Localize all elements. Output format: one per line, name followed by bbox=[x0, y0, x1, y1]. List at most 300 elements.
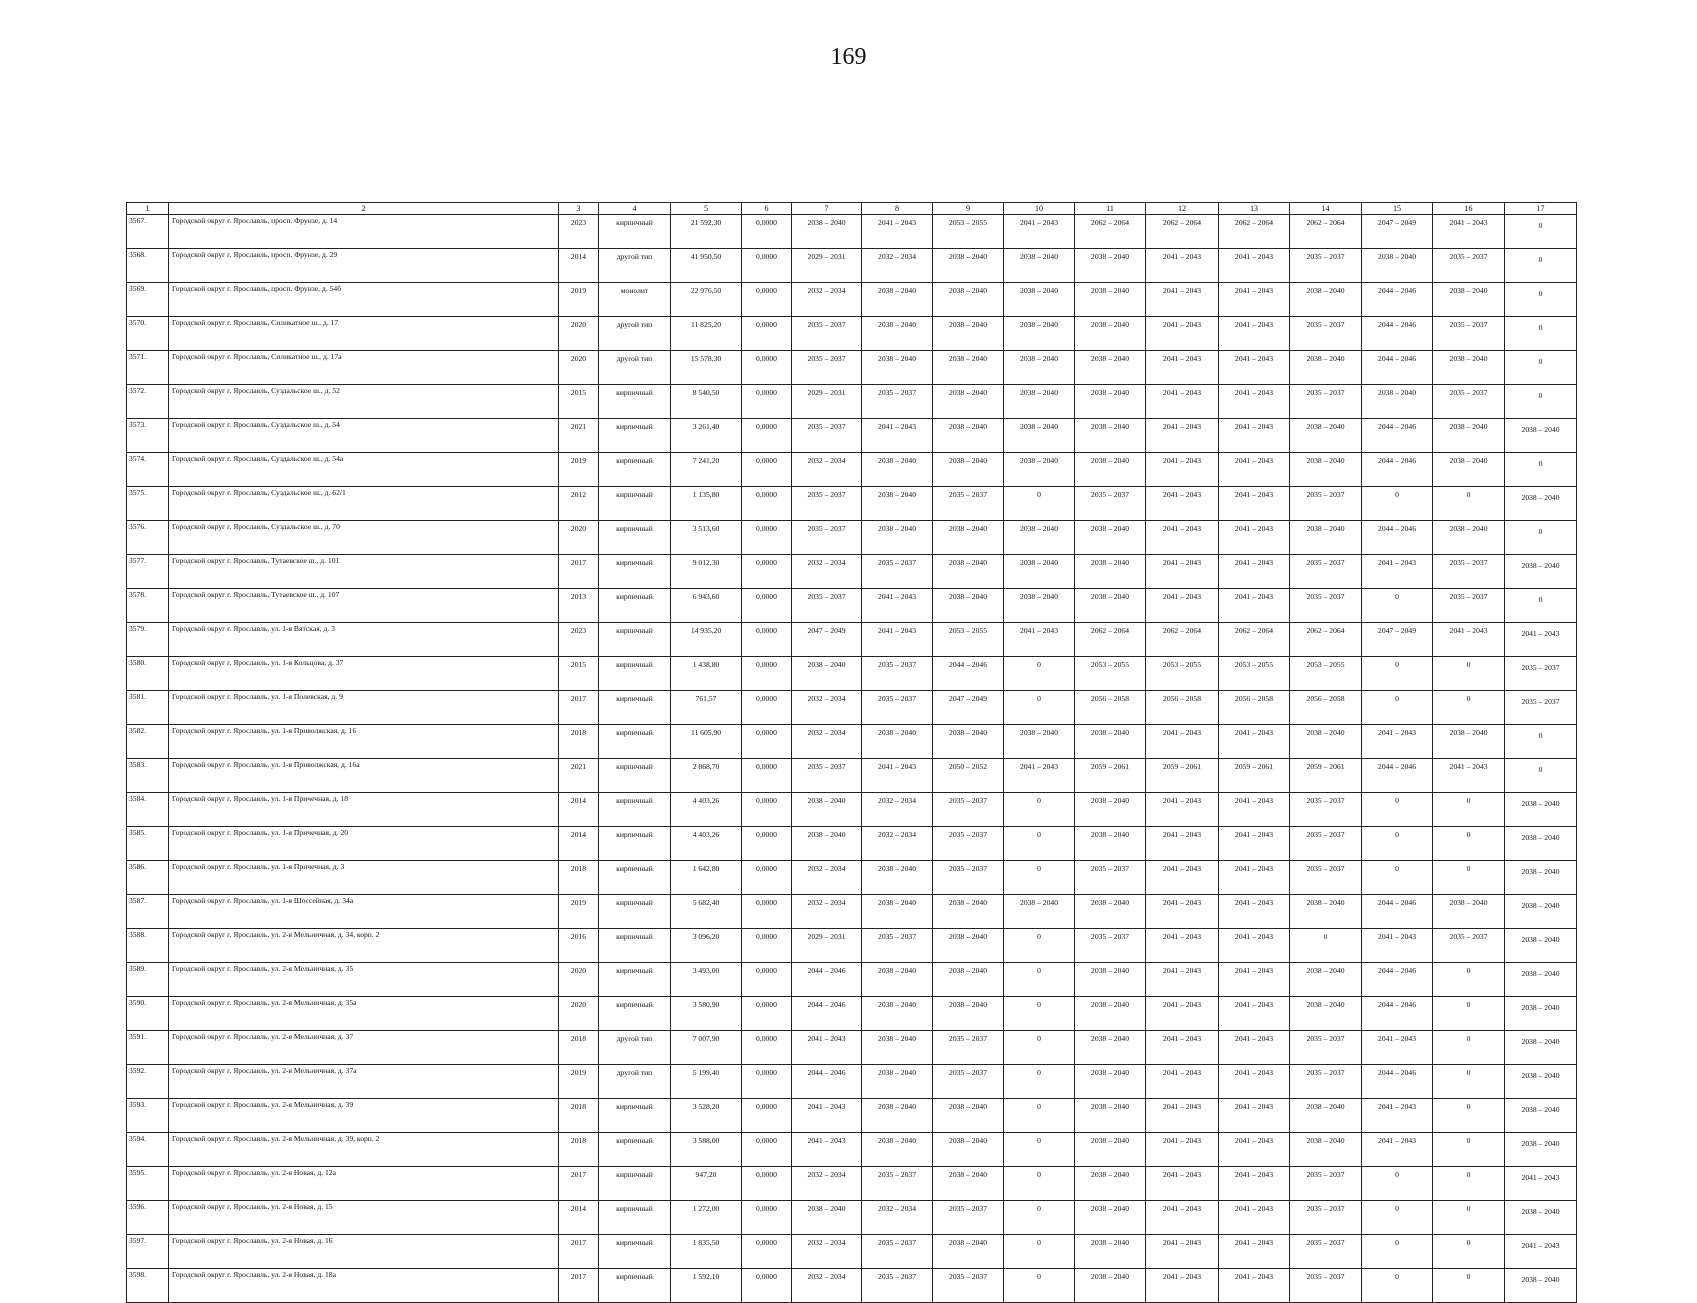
period-col-11-cell: 2038 – 2040 bbox=[1075, 1235, 1146, 1269]
rate-cell: 0,0000 bbox=[742, 997, 792, 1031]
period-col-17-cell: 2041 – 2043 bbox=[1505, 1167, 1577, 1201]
period-col-15-cell: 2038 – 2040 bbox=[1362, 249, 1433, 283]
rate-cell: 0,0000 bbox=[742, 249, 792, 283]
address-cell: Городской округ г. Ярославль, ул. 2-я Мельничная, д. 35а bbox=[169, 997, 559, 1031]
address-cell: Городской округ г. Ярославль, ул. 2-я Новая, д. 16 bbox=[169, 1235, 559, 1269]
wall-material-cell: другой тип bbox=[599, 249, 671, 283]
row-number-cell: 3570. bbox=[127, 317, 169, 351]
year-cell: 2014 bbox=[559, 1201, 599, 1235]
row-number-cell: 3591. bbox=[127, 1031, 169, 1065]
period-col-10-cell: 2038 – 2040 bbox=[1004, 419, 1075, 453]
period-col-14-cell: 2062 – 2064 bbox=[1290, 215, 1362, 249]
period-col-14-cell: 2035 – 2037 bbox=[1290, 1269, 1362, 1303]
period-col-8-cell: 2041 – 2043 bbox=[862, 215, 933, 249]
area-cell: 5 199,40 bbox=[671, 1065, 742, 1099]
period-col-7-cell: 2032 – 2034 bbox=[792, 691, 862, 725]
period-col-13-cell: 2041 – 2043 bbox=[1219, 317, 1290, 351]
rate-cell: 0,0000 bbox=[742, 793, 792, 827]
period-col-10-cell: 0 bbox=[1004, 1133, 1075, 1167]
period-col-10-cell: 2038 – 2040 bbox=[1004, 521, 1075, 555]
period-col-10-cell: 0 bbox=[1004, 861, 1075, 895]
period-col-11-cell: 2038 – 2040 bbox=[1075, 963, 1146, 997]
period-col-13-cell: 2041 – 2043 bbox=[1219, 793, 1290, 827]
row-number-cell: 3567. bbox=[127, 215, 169, 249]
area-cell: 3 588,00 bbox=[671, 1133, 742, 1167]
period-col-9-cell: 2038 – 2040 bbox=[933, 555, 1004, 589]
period-col-11-cell: 2038 – 2040 bbox=[1075, 351, 1146, 385]
row-number-cell: 3581. bbox=[127, 691, 169, 725]
period-col-12-cell: 2041 – 2043 bbox=[1146, 895, 1219, 929]
period-col-12-cell: 2041 – 2043 bbox=[1146, 487, 1219, 521]
address-cell: Городской округ г. Ярославль, ул. 2-я Мельничная, д. 35 bbox=[169, 963, 559, 997]
year-cell: 2023 bbox=[559, 623, 599, 657]
wall-material-cell: кирпичный bbox=[599, 623, 671, 657]
year-cell: 2020 bbox=[559, 963, 599, 997]
period-col-10-cell: 0 bbox=[1004, 691, 1075, 725]
period-col-15-cell: 2041 – 2043 bbox=[1362, 929, 1433, 963]
period-col-7-cell: 2038 – 2040 bbox=[792, 827, 862, 861]
period-col-17-cell: 2035 – 2037 bbox=[1505, 657, 1577, 691]
period-col-13-cell: 2062 – 2064 bbox=[1219, 215, 1290, 249]
period-col-17-cell: 0 bbox=[1505, 589, 1577, 623]
table-row bbox=[127, 1065, 1577, 1099]
period-col-14-cell: 2035 – 2037 bbox=[1290, 1201, 1362, 1235]
wall-material-cell: кирпичный bbox=[599, 419, 671, 453]
period-col-13-cell: 2041 – 2043 bbox=[1219, 385, 1290, 419]
period-col-10-cell: 0 bbox=[1004, 1031, 1075, 1065]
address-cell: Городской округ г. Ярославль, ул. 1-я Причечная, д. 18 bbox=[169, 793, 559, 827]
wall-material-cell: другой тип bbox=[599, 1031, 671, 1065]
period-col-14-cell: 2038 – 2040 bbox=[1290, 1099, 1362, 1133]
address-cell: Городской округ г. Ярославль, ул. 2-я Новая, д. 18а bbox=[169, 1269, 559, 1303]
year-cell: 2017 bbox=[559, 1235, 599, 1269]
period-col-9-cell: 2038 – 2040 bbox=[933, 1099, 1004, 1133]
period-col-16-cell: 0 bbox=[1433, 1099, 1505, 1133]
period-col-8-cell: 2038 – 2040 bbox=[862, 1065, 933, 1099]
rate-cell: 0,0000 bbox=[742, 963, 792, 997]
period-col-12-cell: 2041 – 2043 bbox=[1146, 419, 1219, 453]
period-col-16-cell: 2038 – 2040 bbox=[1433, 725, 1505, 759]
period-col-7-cell: 2032 – 2034 bbox=[792, 453, 862, 487]
row-number-cell: 3576. bbox=[127, 521, 169, 555]
row-number-cell: 3571. bbox=[127, 351, 169, 385]
wall-material-cell: кирпичный bbox=[599, 861, 671, 895]
period-col-13-cell: 2041 – 2043 bbox=[1219, 1201, 1290, 1235]
period-col-12-cell: 2041 – 2043 bbox=[1146, 1065, 1219, 1099]
period-col-8-cell: 2038 – 2040 bbox=[862, 453, 933, 487]
period-col-13-cell: 2062 – 2064 bbox=[1219, 623, 1290, 657]
period-col-10-cell: 2038 – 2040 bbox=[1004, 555, 1075, 589]
period-col-14-cell: 2056 – 2058 bbox=[1290, 691, 1362, 725]
period-col-16-cell: 0 bbox=[1433, 1269, 1505, 1303]
area-cell: 1 135,80 bbox=[671, 487, 742, 521]
year-cell: 2017 bbox=[559, 691, 599, 725]
column-number-header: 7 bbox=[792, 203, 862, 215]
wall-material-cell: кирпичный bbox=[599, 895, 671, 929]
area-cell: 8 540,50 bbox=[671, 385, 742, 419]
period-col-8-cell: 2035 – 2037 bbox=[862, 1269, 933, 1303]
period-col-9-cell: 2038 – 2040 bbox=[933, 1235, 1004, 1269]
wall-material-cell: кирпичный bbox=[599, 555, 671, 589]
rate-cell: 0,0000 bbox=[742, 759, 792, 793]
period-col-9-cell: 2035 – 2037 bbox=[933, 861, 1004, 895]
period-col-12-cell: 2053 – 2055 bbox=[1146, 657, 1219, 691]
address-cell: Городской округ г. Ярославль, Силикатное ш., д. 17 bbox=[169, 317, 559, 351]
period-col-15-cell: 2044 – 2046 bbox=[1362, 521, 1433, 555]
period-col-17-cell: 0 bbox=[1505, 725, 1577, 759]
period-col-7-cell: 2044 – 2046 bbox=[792, 997, 862, 1031]
period-col-8-cell: 2041 – 2043 bbox=[862, 589, 933, 623]
wall-material-cell: кирпичный bbox=[599, 997, 671, 1031]
wall-material-cell: кирпичный bbox=[599, 589, 671, 623]
period-col-17-cell: 2038 – 2040 bbox=[1505, 1065, 1577, 1099]
area-cell: 7 241,20 bbox=[671, 453, 742, 487]
period-col-16-cell: 2038 – 2040 bbox=[1433, 351, 1505, 385]
period-col-8-cell: 2038 – 2040 bbox=[862, 725, 933, 759]
period-col-13-cell: 2041 – 2043 bbox=[1219, 487, 1290, 521]
period-col-17-cell: 2038 – 2040 bbox=[1505, 997, 1577, 1031]
rate-cell: 0,0000 bbox=[742, 929, 792, 963]
rate-cell: 0,0000 bbox=[742, 861, 792, 895]
period-col-14-cell: 2035 – 2037 bbox=[1290, 793, 1362, 827]
period-col-7-cell: 2029 – 2031 bbox=[792, 385, 862, 419]
period-col-15-cell: 2038 – 2040 bbox=[1362, 385, 1433, 419]
table-row bbox=[127, 759, 1577, 793]
period-col-7-cell: 2041 – 2043 bbox=[792, 1099, 862, 1133]
address-cell: Городской округ г. Ярославль, ул. 1-я Причечная, д. 3 bbox=[169, 861, 559, 895]
wall-material-cell: кирпичный bbox=[599, 963, 671, 997]
period-col-14-cell: 2038 – 2040 bbox=[1290, 725, 1362, 759]
wall-material-cell: кирпичный bbox=[599, 793, 671, 827]
period-col-16-cell: 2035 – 2037 bbox=[1433, 317, 1505, 351]
rate-cell: 0,0000 bbox=[742, 453, 792, 487]
column-number-header: 6 bbox=[742, 203, 792, 215]
wall-material-cell: другой тип bbox=[599, 351, 671, 385]
table-row bbox=[127, 487, 1577, 521]
wall-material-cell: другой тип bbox=[599, 317, 671, 351]
rate-cell: 0,0000 bbox=[742, 725, 792, 759]
period-col-9-cell: 2038 – 2040 bbox=[933, 249, 1004, 283]
period-col-11-cell: 2038 – 2040 bbox=[1075, 1031, 1146, 1065]
rate-cell: 0,0000 bbox=[742, 555, 792, 589]
wall-material-cell: кирпичный bbox=[599, 487, 671, 521]
period-col-9-cell: 2035 – 2037 bbox=[933, 487, 1004, 521]
period-col-8-cell: 2038 – 2040 bbox=[862, 963, 933, 997]
period-col-10-cell: 2038 – 2040 bbox=[1004, 317, 1075, 351]
period-col-15-cell: 2041 – 2043 bbox=[1362, 1133, 1433, 1167]
period-col-9-cell: 2035 – 2037 bbox=[933, 1269, 1004, 1303]
period-col-9-cell: 2038 – 2040 bbox=[933, 453, 1004, 487]
period-col-14-cell: 2035 – 2037 bbox=[1290, 317, 1362, 351]
period-col-7-cell: 2032 – 2034 bbox=[792, 1269, 862, 1303]
period-col-11-cell: 2053 – 2055 bbox=[1075, 657, 1146, 691]
period-col-16-cell: 2035 – 2037 bbox=[1433, 249, 1505, 283]
period-col-16-cell: 2035 – 2037 bbox=[1433, 385, 1505, 419]
period-col-11-cell: 2035 – 2037 bbox=[1075, 861, 1146, 895]
area-cell: 4 403,26 bbox=[671, 827, 742, 861]
area-cell: 2 868,70 bbox=[671, 759, 742, 793]
period-col-7-cell: 2035 – 2037 bbox=[792, 759, 862, 793]
table-row bbox=[127, 929, 1577, 963]
period-col-16-cell: 0 bbox=[1433, 1133, 1505, 1167]
period-col-8-cell: 2035 – 2037 bbox=[862, 691, 933, 725]
period-col-9-cell: 2038 – 2040 bbox=[933, 419, 1004, 453]
table-row bbox=[127, 963, 1577, 997]
area-cell: 947,20 bbox=[671, 1167, 742, 1201]
period-col-9-cell: 2038 – 2040 bbox=[933, 385, 1004, 419]
address-cell: Городской округ г. Ярославль, Суздальское ш., д. 54 bbox=[169, 419, 559, 453]
period-col-8-cell: 2038 – 2040 bbox=[862, 351, 933, 385]
period-col-7-cell: 2032 – 2034 bbox=[792, 1235, 862, 1269]
period-col-9-cell: 2038 – 2040 bbox=[933, 1167, 1004, 1201]
period-col-13-cell: 2041 – 2043 bbox=[1219, 997, 1290, 1031]
rate-cell: 0,0000 bbox=[742, 351, 792, 385]
rate-cell: 0,0000 bbox=[742, 895, 792, 929]
period-col-10-cell: 2041 – 2043 bbox=[1004, 215, 1075, 249]
column-number-header: 8 bbox=[862, 203, 933, 215]
period-col-9-cell: 2038 – 2040 bbox=[933, 521, 1004, 555]
wall-material-cell: кирпичный bbox=[599, 453, 671, 487]
rate-cell: 0,0000 bbox=[742, 827, 792, 861]
address-cell: Городской округ г. Ярославль, ул. 1-я Приволжская, д. 16 bbox=[169, 725, 559, 759]
period-col-7-cell: 2047 – 2049 bbox=[792, 623, 862, 657]
period-col-16-cell: 0 bbox=[1433, 827, 1505, 861]
rate-cell: 0,0000 bbox=[742, 1269, 792, 1303]
rate-cell: 0,0000 bbox=[742, 1099, 792, 1133]
period-col-14-cell: 2035 – 2037 bbox=[1290, 1065, 1362, 1099]
period-col-16-cell: 0 bbox=[1433, 1167, 1505, 1201]
period-col-16-cell: 0 bbox=[1433, 1065, 1505, 1099]
row-number-cell: 3588. bbox=[127, 929, 169, 963]
period-col-11-cell: 2059 – 2061 bbox=[1075, 759, 1146, 793]
period-col-17-cell: 2038 – 2040 bbox=[1505, 1269, 1577, 1303]
rate-cell: 0,0000 bbox=[742, 487, 792, 521]
row-number-cell: 3577. bbox=[127, 555, 169, 589]
rate-cell: 0,0000 bbox=[742, 521, 792, 555]
wall-material-cell: кирпичный bbox=[599, 1099, 671, 1133]
year-cell: 2019 bbox=[559, 283, 599, 317]
period-col-11-cell: 2056 – 2058 bbox=[1075, 691, 1146, 725]
column-number-header: 12 bbox=[1146, 203, 1219, 215]
period-col-17-cell: 2038 – 2040 bbox=[1505, 419, 1577, 453]
period-col-11-cell: 2038 – 2040 bbox=[1075, 317, 1146, 351]
period-col-13-cell: 2056 – 2058 bbox=[1219, 691, 1290, 725]
period-col-11-cell: 2038 – 2040 bbox=[1075, 521, 1146, 555]
period-col-14-cell: 2038 – 2040 bbox=[1290, 283, 1362, 317]
period-col-13-cell: 2053 – 2055 bbox=[1219, 657, 1290, 691]
table-row bbox=[127, 657, 1577, 691]
period-col-7-cell: 2044 – 2046 bbox=[792, 1065, 862, 1099]
rate-cell: 0,0000 bbox=[742, 657, 792, 691]
period-col-10-cell: 2038 – 2040 bbox=[1004, 385, 1075, 419]
table-row bbox=[127, 1099, 1577, 1133]
period-col-15-cell: 0 bbox=[1362, 691, 1433, 725]
period-col-14-cell: 2038 – 2040 bbox=[1290, 453, 1362, 487]
period-col-10-cell: 0 bbox=[1004, 1235, 1075, 1269]
period-col-12-cell: 2041 – 2043 bbox=[1146, 1201, 1219, 1235]
period-col-12-cell: 2041 – 2043 bbox=[1146, 555, 1219, 589]
column-number-header: 14 bbox=[1290, 203, 1362, 215]
period-col-13-cell: 2041 – 2043 bbox=[1219, 861, 1290, 895]
period-col-12-cell: 2041 – 2043 bbox=[1146, 861, 1219, 895]
period-col-17-cell: 2038 – 2040 bbox=[1505, 963, 1577, 997]
period-col-10-cell: 2038 – 2040 bbox=[1004, 725, 1075, 759]
year-cell: 2017 bbox=[559, 1167, 599, 1201]
period-col-9-cell: 2038 – 2040 bbox=[933, 317, 1004, 351]
wall-material-cell: кирпичный bbox=[599, 1133, 671, 1167]
period-col-15-cell: 2047 – 2049 bbox=[1362, 215, 1433, 249]
period-col-10-cell: 0 bbox=[1004, 487, 1075, 521]
period-col-14-cell: 2062 – 2064 bbox=[1290, 623, 1362, 657]
row-number-cell: 3574. bbox=[127, 453, 169, 487]
period-col-9-cell: 2035 – 2037 bbox=[933, 827, 1004, 861]
period-col-10-cell: 0 bbox=[1004, 1167, 1075, 1201]
address-cell: Городской округ г. Ярославль, ул. 2-я Мельничная, д. 39 bbox=[169, 1099, 559, 1133]
address-cell: Городской округ г. Ярославль, просп. Фрунзе, д. 54б bbox=[169, 283, 559, 317]
period-col-15-cell: 2044 – 2046 bbox=[1362, 759, 1433, 793]
area-cell: 7 007,90 bbox=[671, 1031, 742, 1065]
period-col-17-cell: 0 bbox=[1505, 215, 1577, 249]
period-col-7-cell: 2035 – 2037 bbox=[792, 351, 862, 385]
period-col-11-cell: 2038 – 2040 bbox=[1075, 1099, 1146, 1133]
period-col-8-cell: 2035 – 2037 bbox=[862, 929, 933, 963]
period-col-15-cell: 2044 – 2046 bbox=[1362, 317, 1433, 351]
period-col-11-cell: 2038 – 2040 bbox=[1075, 997, 1146, 1031]
table-row bbox=[127, 555, 1577, 589]
period-col-12-cell: 2041 – 2043 bbox=[1146, 283, 1219, 317]
period-col-11-cell: 2035 – 2037 bbox=[1075, 487, 1146, 521]
table-row bbox=[127, 997, 1577, 1031]
period-col-9-cell: 2035 – 2037 bbox=[933, 1065, 1004, 1099]
period-col-17-cell: 0 bbox=[1505, 283, 1577, 317]
area-cell: 3 513,60 bbox=[671, 521, 742, 555]
wall-material-cell: кирпичный bbox=[599, 929, 671, 963]
period-col-17-cell: 2035 – 2037 bbox=[1505, 691, 1577, 725]
period-col-16-cell: 2038 – 2040 bbox=[1433, 521, 1505, 555]
rate-cell: 0,0000 bbox=[742, 691, 792, 725]
period-col-7-cell: 2035 – 2037 bbox=[792, 589, 862, 623]
area-cell: 1 835,50 bbox=[671, 1235, 742, 1269]
rate-cell: 0,0000 bbox=[742, 317, 792, 351]
period-col-11-cell: 2038 – 2040 bbox=[1075, 589, 1146, 623]
period-col-17-cell: 0 bbox=[1505, 317, 1577, 351]
period-col-12-cell: 2041 – 2043 bbox=[1146, 725, 1219, 759]
period-col-15-cell: 2041 – 2043 bbox=[1362, 555, 1433, 589]
period-col-13-cell: 2059 – 2061 bbox=[1219, 759, 1290, 793]
period-col-16-cell: 2035 – 2037 bbox=[1433, 929, 1505, 963]
period-col-17-cell: 0 bbox=[1505, 453, 1577, 487]
period-col-8-cell: 2032 – 2034 bbox=[862, 249, 933, 283]
period-col-12-cell: 2041 – 2043 bbox=[1146, 1133, 1219, 1167]
period-col-14-cell: 2035 – 2037 bbox=[1290, 249, 1362, 283]
year-cell: 2015 bbox=[559, 657, 599, 691]
period-col-16-cell: 0 bbox=[1433, 861, 1505, 895]
year-cell: 2016 bbox=[559, 929, 599, 963]
period-col-11-cell: 2035 – 2037 bbox=[1075, 929, 1146, 963]
address-cell: Городской округ г. Ярославль, ул. 2-я Мельничная, д. 34, корп. 2 bbox=[169, 929, 559, 963]
period-col-8-cell: 2038 – 2040 bbox=[862, 861, 933, 895]
period-col-16-cell: 2035 – 2037 bbox=[1433, 555, 1505, 589]
period-col-7-cell: 2044 – 2046 bbox=[792, 963, 862, 997]
period-col-15-cell: 2044 – 2046 bbox=[1362, 1065, 1433, 1099]
table-row bbox=[127, 317, 1577, 351]
period-col-16-cell: 0 bbox=[1433, 657, 1505, 691]
period-col-17-cell: 2038 – 2040 bbox=[1505, 827, 1577, 861]
row-number-cell: 3568. bbox=[127, 249, 169, 283]
period-col-17-cell: 0 bbox=[1505, 351, 1577, 385]
period-col-16-cell: 2041 – 2043 bbox=[1433, 759, 1505, 793]
period-col-17-cell: 2038 – 2040 bbox=[1505, 895, 1577, 929]
period-col-14-cell: 2038 – 2040 bbox=[1290, 997, 1362, 1031]
period-col-13-cell: 2041 – 2043 bbox=[1219, 963, 1290, 997]
wall-material-cell: кирпичный bbox=[599, 725, 671, 759]
period-col-8-cell: 2032 – 2034 bbox=[862, 827, 933, 861]
year-cell: 2020 bbox=[559, 351, 599, 385]
page-number: 169 bbox=[830, 44, 867, 70]
period-col-15-cell: 0 bbox=[1362, 827, 1433, 861]
period-col-8-cell: 2035 – 2037 bbox=[862, 555, 933, 589]
table-row bbox=[127, 521, 1577, 555]
period-col-16-cell: 2038 – 2040 bbox=[1433, 895, 1505, 929]
row-number-cell: 3586. bbox=[127, 861, 169, 895]
table-row bbox=[127, 419, 1577, 453]
table-row bbox=[127, 861, 1577, 895]
period-col-14-cell: 2038 – 2040 bbox=[1290, 419, 1362, 453]
table-row bbox=[127, 215, 1577, 249]
period-col-11-cell: 2038 – 2040 bbox=[1075, 453, 1146, 487]
wall-material-cell: кирпичный bbox=[599, 1201, 671, 1235]
period-col-9-cell: 2038 – 2040 bbox=[933, 725, 1004, 759]
period-col-7-cell: 2038 – 2040 bbox=[792, 793, 862, 827]
row-number-cell: 3597. bbox=[127, 1235, 169, 1269]
table-row bbox=[127, 1269, 1577, 1303]
area-cell: 3 096,20 bbox=[671, 929, 742, 963]
period-col-12-cell: 2041 – 2043 bbox=[1146, 351, 1219, 385]
period-col-15-cell: 2044 – 2046 bbox=[1362, 419, 1433, 453]
period-col-10-cell: 2038 – 2040 bbox=[1004, 283, 1075, 317]
period-col-12-cell: 2041 – 2043 bbox=[1146, 453, 1219, 487]
area-cell: 761,57 bbox=[671, 691, 742, 725]
period-col-15-cell: 2041 – 2043 bbox=[1362, 725, 1433, 759]
year-cell: 2023 bbox=[559, 215, 599, 249]
period-col-13-cell: 2041 – 2043 bbox=[1219, 1065, 1290, 1099]
column-number-header: 10 bbox=[1004, 203, 1075, 215]
area-cell: 3 580,90 bbox=[671, 997, 742, 1031]
column-number-row bbox=[127, 203, 1577, 215]
period-col-8-cell: 2038 – 2040 bbox=[862, 997, 933, 1031]
period-col-16-cell: 2041 – 2043 bbox=[1433, 623, 1505, 657]
period-col-7-cell: 2032 – 2034 bbox=[792, 895, 862, 929]
period-col-7-cell: 2041 – 2043 bbox=[792, 1133, 862, 1167]
wall-material-cell: кирпичный bbox=[599, 827, 671, 861]
table-row bbox=[127, 385, 1577, 419]
period-col-14-cell: 2059 – 2061 bbox=[1290, 759, 1362, 793]
table-row bbox=[127, 589, 1577, 623]
year-cell: 2020 bbox=[559, 521, 599, 555]
period-col-14-cell: 2038 – 2040 bbox=[1290, 1133, 1362, 1167]
period-col-8-cell: 2038 – 2040 bbox=[862, 895, 933, 929]
period-col-17-cell: 2041 – 2043 bbox=[1505, 623, 1577, 657]
period-col-9-cell: 2044 – 2046 bbox=[933, 657, 1004, 691]
column-number-header: 5 bbox=[671, 203, 742, 215]
address-cell: Городской округ г. Ярославль, ул. 1-я Кольцова, д. 37 bbox=[169, 657, 559, 691]
period-col-13-cell: 2041 – 2043 bbox=[1219, 351, 1290, 385]
row-number-cell: 3572. bbox=[127, 385, 169, 419]
row-number-cell: 3580. bbox=[127, 657, 169, 691]
period-col-7-cell: 2041 – 2043 bbox=[792, 1031, 862, 1065]
period-col-12-cell: 2041 – 2043 bbox=[1146, 589, 1219, 623]
period-col-16-cell: 2035 – 2037 bbox=[1433, 589, 1505, 623]
